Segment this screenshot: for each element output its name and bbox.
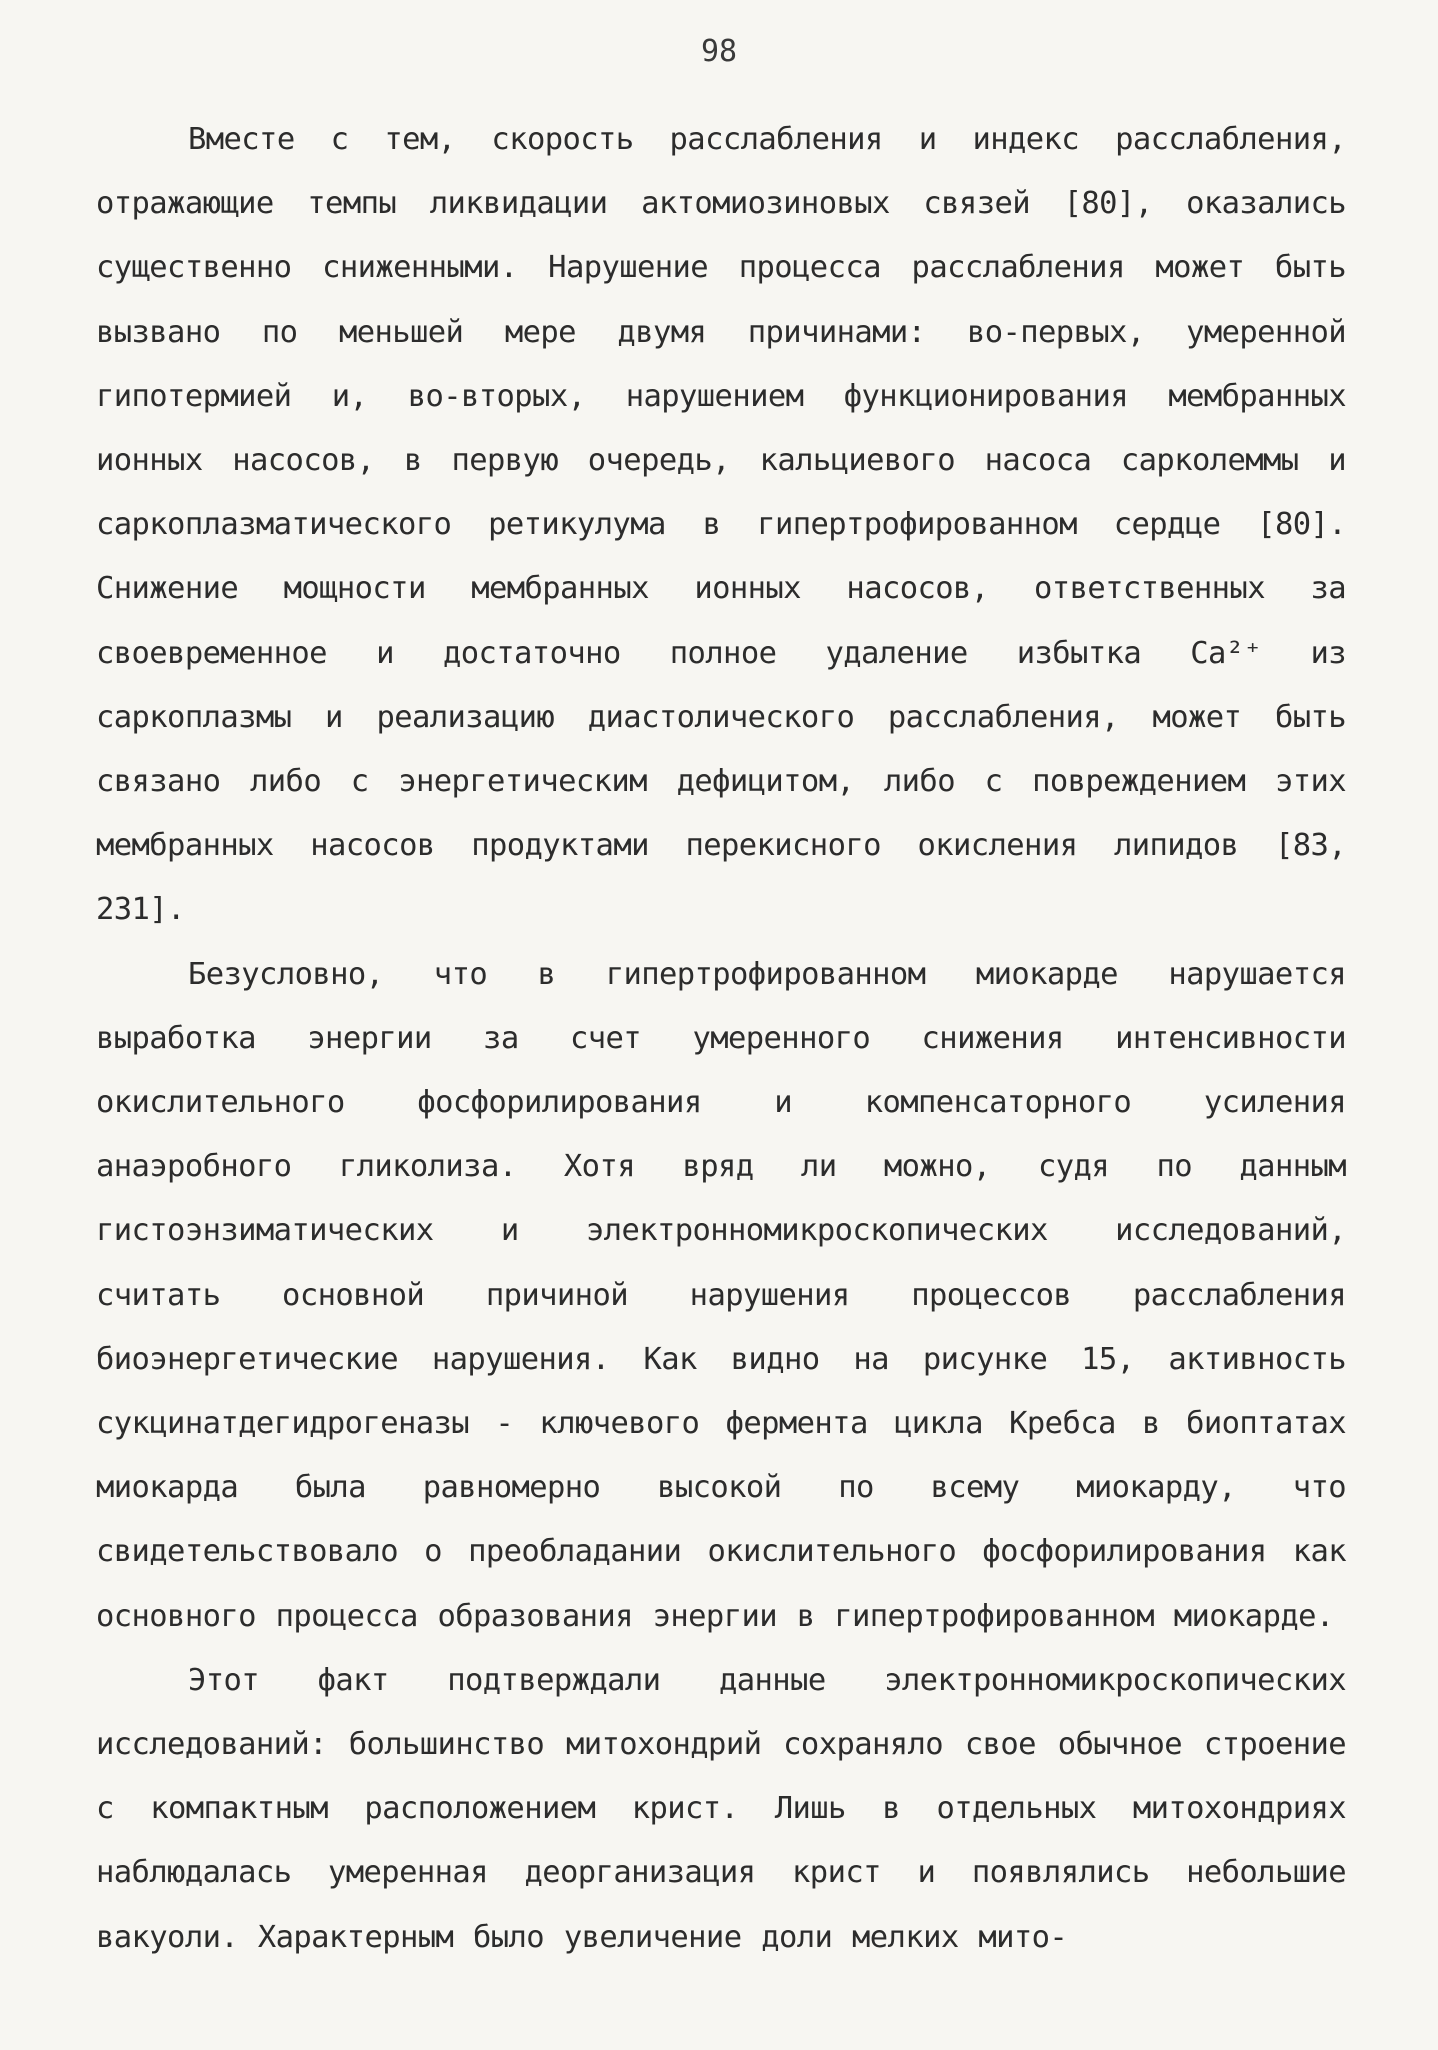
paragraph-2: Безусловно, что в гипертрофированном миокарде нарушается выработка энергии за счет умеренного снижения интенсивности окислительного фосфорилирования и компенсаторного усиления анаэробного гликолиза. Хотя вряд ли можно, судя по данным гистоэнзиматических и электронномикроскопических исследований, считать основной причиной нарушения процессов расслабления биоэнергетические нарушения. Как видно на рисунке 15, активность сукцинатдегидрогеназы - ключевого фермента цикла Кребса в биоптатах миокарда была равномерно высокой по всему миокарду, что свидетельствовало о преобладании окислительного фосфорилирования как основного процесса образования энергии в гипертрофированном миокарде. [96, 956, 1346, 1634]
page-number: 98 [700, 34, 738, 69]
paragraph-1: Вместе с тем, скорость расслабления и индекс расслабления, отражающие темпы ликвидации актомиозиновых связей [80], оказались существенно сниженными. Нарушение процесса расслабления может быть вызвано по меньшей мере двумя причинами: во-первых, умеренной гипотермией и, во-вторых, нарушением функционирования мембранных ионных насосов, в первую очередь, кальциевого насоса сарколеммы и саркоплазматического ретикулума в гипертрофированном сердце [80]. Снижение мощности мембранных ионных насосов, ответственных за своевременное и достаточно полное удаление избытка Ca²⁺ из саркоплазмы и реализацию диастолического расслабления, может быть связано либо с энергетическим дефицитом, либо с повреждением этих мембранных насосов продуктами перекисного окисления липидов [83, 231]. [96, 122, 1346, 928]
paragraph-3: Этот факт подтверждали данные электронномикроскопических исследований: большинство митохондрий сохраняло свое обычное строение с компактным расположением крист. Лишь в отдельных митохондриях наблюдалась умеренная деорганизация крист и появлялись небольшие вакуоли. Характерным было увеличение доли мелких мито- [96, 1662, 1346, 1955]
body-text [96, 108, 1346, 1970]
